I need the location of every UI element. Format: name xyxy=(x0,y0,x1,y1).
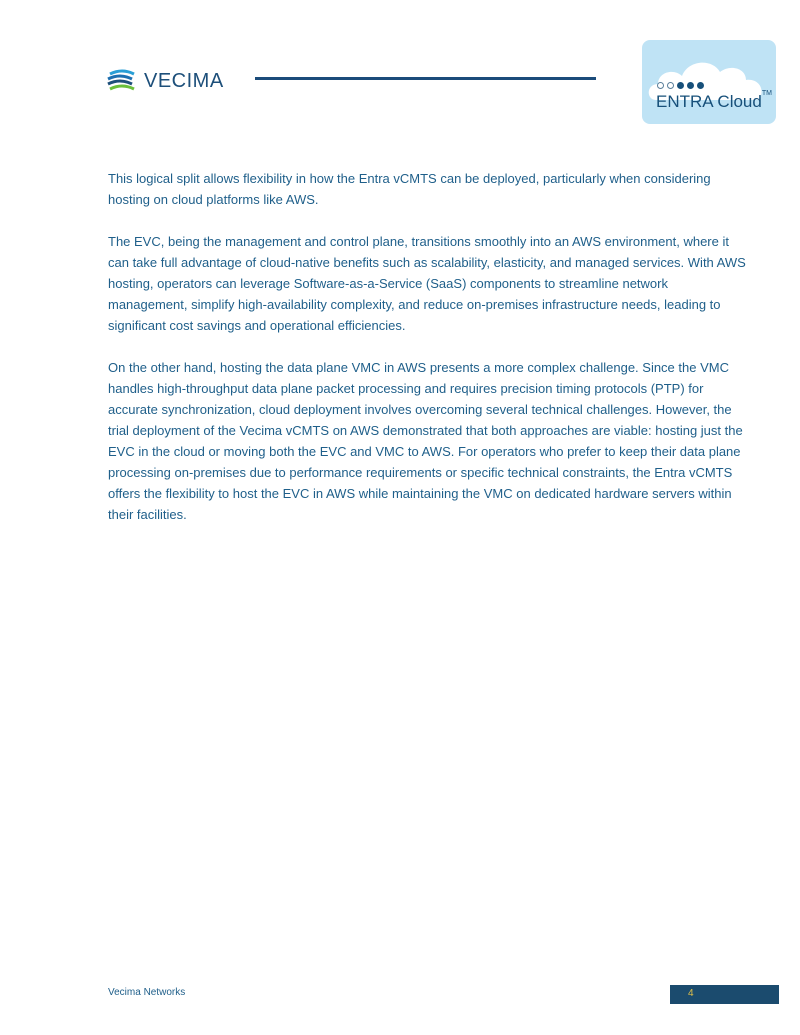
paragraph: On the other hand, hosting the data plane VMC in AWS presents a more complex challenge. Since the VMC handles high-throughput data plane packet processing and requires precision timing protocols (PTP) for accurate synchronization, cloud deployment involves overcoming several technical challenges. However, the trial deployment of the Vecima vCMTS on AWS demonstrated that both approaches are viable: hosting just the EVC in the cloud or moving both the EVC and VMC to AWS. For operators who prefer to keep their data plane processing on-premises due to performance requirements or specific technical constraints, the Entra vCMTS offers the flexibility to host the EVC in AWS while maintaining the VMC on dedicated hardware servers within their facilities. xyxy=(108,360,743,522)
badge-suffix: Cloud xyxy=(717,92,762,111)
paragraph: The EVC, being the management and control plane, transitions smoothly into an AWS environment, where it can take full advantage of cloud-native benefits such as scalability, elasticity, and managed services. With AWS hosting, operators can leverage Software-as-a-Service (SaaS) components to streamline network management, simplify high-availability complexity, and reduce on-premises infrastructure needs, leading to significant cost savings and operational efficiencies. xyxy=(108,234,746,333)
header-divider xyxy=(255,77,596,80)
paragraph: This logical split allows flexibility in how the Entra vCMTS can be deployed, particularly when considering hosting on cloud platforms like AWS. xyxy=(108,171,711,207)
badge-name: ENTRA xyxy=(656,92,713,111)
footer-company: Vecima Networks xyxy=(108,987,186,998)
vecima-logo-icon xyxy=(106,68,138,94)
vecima-logo xyxy=(106,66,236,96)
logo-text: VECIMA xyxy=(144,69,224,92)
trademark: TM xyxy=(761,90,772,97)
badge-dots xyxy=(657,82,704,89)
entra-cloud-label xyxy=(656,92,772,112)
document-body xyxy=(108,168,748,546)
page-number: 4 xyxy=(670,985,779,1004)
